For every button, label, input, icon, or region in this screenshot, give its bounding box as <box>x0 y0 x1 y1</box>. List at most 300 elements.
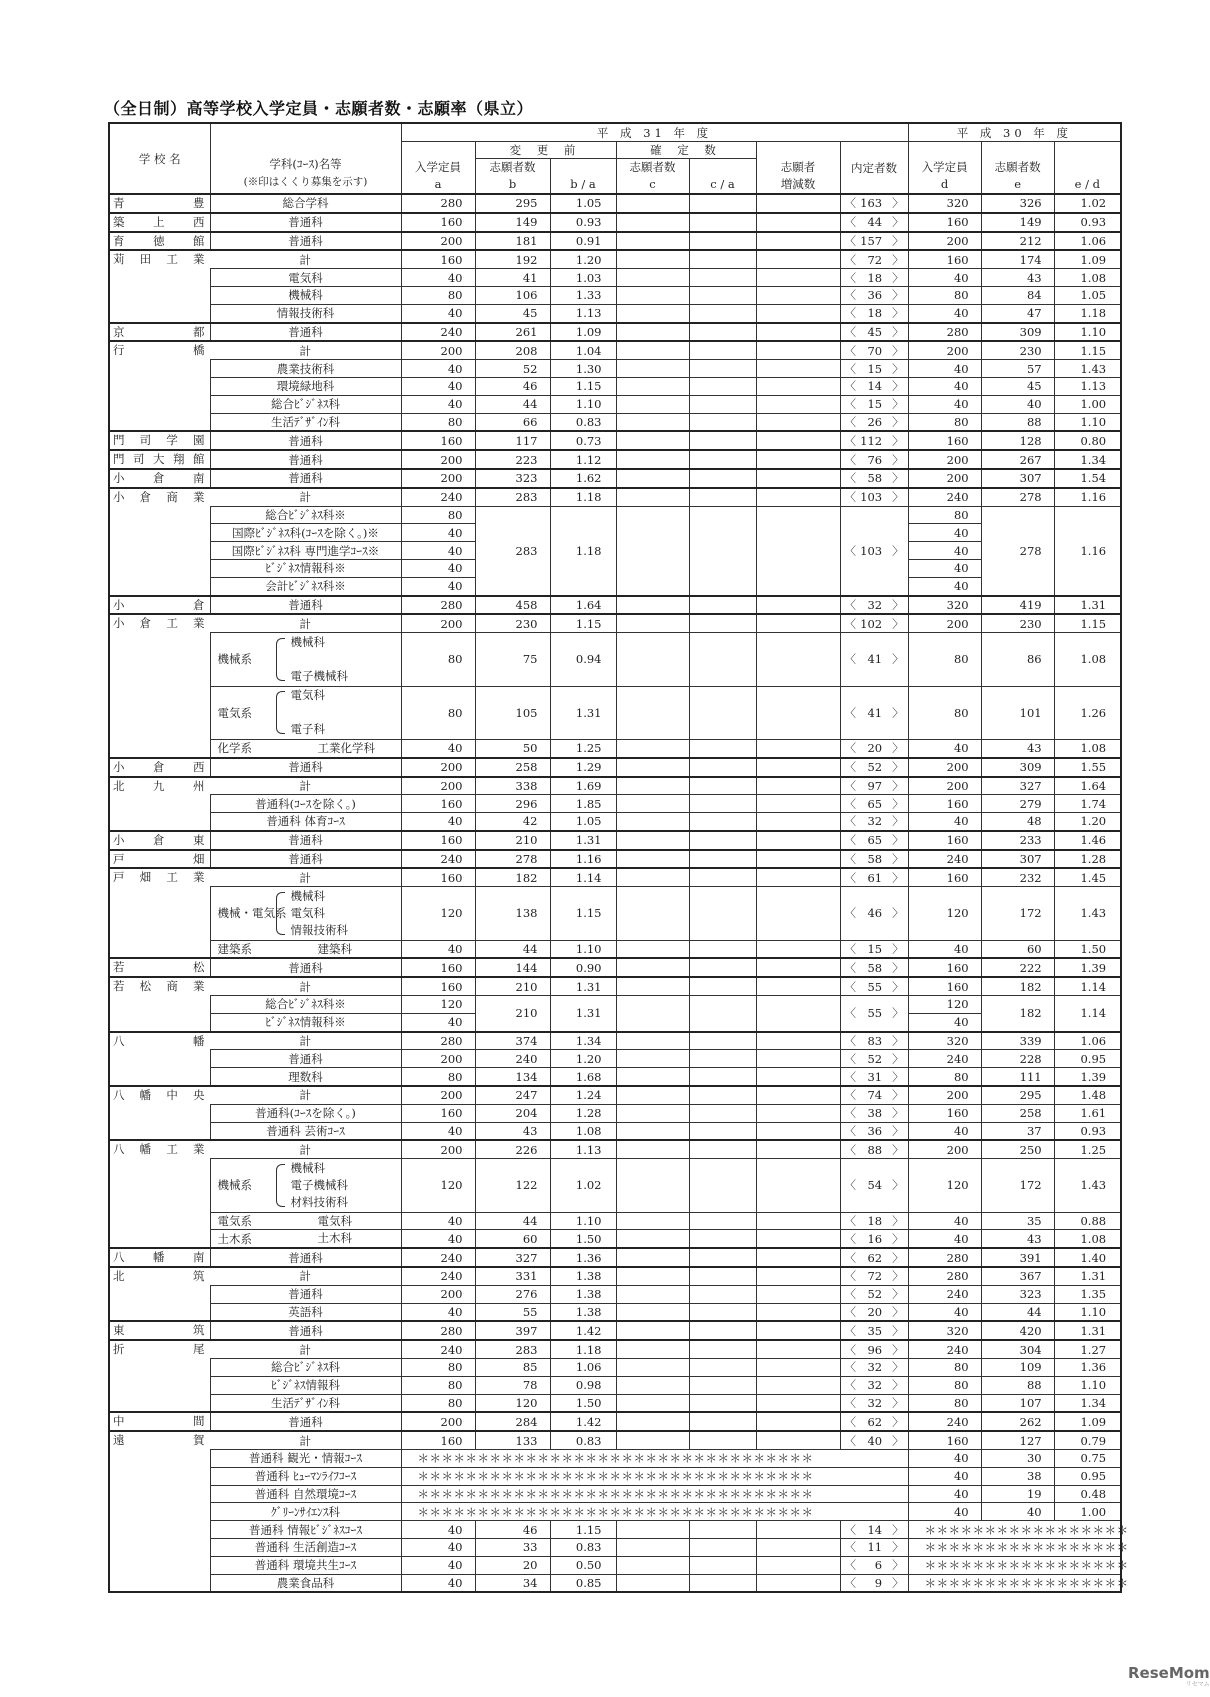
header-h31: 平 成 31 年 度 <box>401 123 908 142</box>
ratio-ba: 1.64 <box>550 596 616 615</box>
dept-subitem: 機械科 <box>290 888 325 903</box>
capacity-a: 80 <box>401 1394 475 1412</box>
naitei-cell <box>840 596 908 615</box>
applicant-diff <box>756 868 840 886</box>
naitei-cell <box>840 1104 908 1122</box>
applicants-e: 109 <box>981 1359 1054 1377</box>
dept-name: 電気科 <box>210 269 401 287</box>
capacity-a: 40 <box>401 1538 475 1556</box>
not-applicable-stars: ＊＊＊＊＊＊＊＊＊＊＊＊＊＊＊＊＊＊＊＊＊＊＊＊＊＊＊＊＊＊＊＊＊ <box>401 1449 908 1467</box>
school-row <box>109 469 1121 488</box>
ratio-ca <box>689 1230 756 1248</box>
header-capacity-a: 入学定員 a <box>401 142 475 195</box>
ratio-ca <box>689 1521 756 1539</box>
school-name: 八幡中央 <box>109 1086 210 1140</box>
capacity-a: 200 <box>401 232 475 251</box>
bracket-open: 〈 <box>844 490 856 505</box>
applicants-b: 52 <box>475 360 550 378</box>
applicants-c <box>616 1321 689 1340</box>
naitei-value: 103 <box>860 543 883 558</box>
naitei-cell <box>840 1248 908 1267</box>
bracket-open: 〈 <box>844 1360 856 1375</box>
applicants-c <box>616 1412 689 1431</box>
applicant-diff <box>756 996 840 1032</box>
applicant-diff <box>756 686 840 739</box>
capacity-d: 280 <box>908 1248 981 1267</box>
table-row <box>109 506 1121 524</box>
ratio-ed: 1.09 <box>1054 1412 1121 1431</box>
applicants-c <box>616 469 689 488</box>
ratio-ed: 1.00 <box>1054 395 1121 413</box>
applicants-c <box>616 1359 689 1377</box>
naitei-value: 97 <box>867 778 883 793</box>
capacity-d: 200 <box>908 1086 981 1104</box>
ratio-ed: 1.18 <box>1054 304 1121 322</box>
applicant-diff <box>756 940 840 958</box>
applicant-diff <box>756 633 840 686</box>
dept-name: 国際ﾋﾞｼﾞﾈｽ科(ｺｰｽを除く。)※ <box>210 524 401 542</box>
naitei-cell <box>840 686 908 739</box>
ratio-ed: 1.16 <box>1054 488 1121 506</box>
dept-name: 国際ﾋﾞｼﾞﾈｽ科 専門進学ｺｰｽ※ <box>210 542 401 560</box>
bracket-close: 〉 <box>892 1378 904 1393</box>
bracket-open: 〈 <box>844 870 856 885</box>
ratio-ba: 1.18 <box>550 1340 616 1358</box>
school-row <box>109 1321 1121 1340</box>
ratio-ed: 0.75 <box>1054 1449 1121 1467</box>
school-row <box>109 213 1121 232</box>
ratio-ed: 0.93 <box>1054 1122 1121 1140</box>
table-row <box>109 1574 1121 1592</box>
applicants-c <box>616 1285 689 1303</box>
capacity-d: 120 <box>908 887 981 940</box>
school-name: 八幡工業 <box>109 1140 210 1248</box>
applicants-e: 279 <box>981 795 1054 813</box>
dept-name: 英語科 <box>210 1303 401 1321</box>
ratio-ed: 1.13 <box>1054 377 1121 395</box>
ratio-ed: 1.61 <box>1054 1104 1121 1122</box>
applicant-diff <box>756 395 840 413</box>
ratio-ed: 1.31 <box>1054 1321 1121 1340</box>
table-row <box>109 1122 1121 1140</box>
school-row <box>109 1412 1121 1431</box>
table-body <box>109 194 1129 1592</box>
dept-name: 普通科 生活創造ｺｰｽ <box>210 1538 401 1556</box>
bracket-open: 〈 <box>844 343 856 358</box>
capacity-d: 200 <box>908 758 981 777</box>
ratio-ba: 0.90 <box>550 958 616 977</box>
naitei-value: 65 <box>867 833 883 848</box>
applicant-diff <box>756 958 840 977</box>
header-diff: 志願者 増減数 <box>756 142 840 195</box>
capacity-d: 200 <box>908 469 981 488</box>
naitei-value: 45 <box>867 324 883 339</box>
ratio-ca <box>689 850 756 869</box>
applicant-diff <box>756 1230 840 1248</box>
applicants-c <box>616 1303 689 1321</box>
ratio-ca <box>689 1359 756 1377</box>
applicants-c <box>616 269 689 287</box>
applicants-c <box>616 813 689 831</box>
dept-name: 生活ﾃﾞｻﾞｲﾝ科 <box>210 413 401 431</box>
applicants-b: 66 <box>475 413 550 431</box>
capacity-a: 240 <box>401 323 475 342</box>
ratio-ca <box>689 1556 756 1574</box>
dept-name: 普通科 <box>210 1248 401 1267</box>
applicants-e: 182 <box>981 977 1054 995</box>
ratio-ca <box>689 1050 756 1068</box>
bracket-open: 〈 <box>844 1269 856 1284</box>
naitei-cell <box>840 958 908 977</box>
bracket-close: 〉 <box>892 1323 904 1338</box>
ratio-ba: 1.36 <box>550 1248 616 1267</box>
capacity-d: 320 <box>908 1321 981 1340</box>
applicants-e: 326 <box>981 194 1054 213</box>
dept-total: 計 <box>210 868 401 886</box>
ratio-ed: 0.88 <box>1054 1212 1121 1230</box>
naitei-cell <box>840 377 908 395</box>
applicant-diff <box>756 831 840 850</box>
ratio-ed: 1.43 <box>1054 1159 1121 1212</box>
ratio-ed: 1.31 <box>1054 596 1121 615</box>
applicant-diff <box>756 469 840 488</box>
school-row <box>109 431 1121 450</box>
school-row <box>109 194 1121 213</box>
school-name: 築上西 <box>109 213 210 232</box>
applicants-c <box>616 360 689 378</box>
ratio-ed: 1.14 <box>1054 977 1121 995</box>
applicants-c <box>616 1521 689 1539</box>
applicants-e: 86 <box>981 633 1054 686</box>
table-row <box>109 1212 1121 1230</box>
applicants-c <box>616 686 689 739</box>
naitei-value: 15 <box>867 942 883 957</box>
capacity-a: 160 <box>401 795 475 813</box>
school-name: 北九州 <box>109 777 210 831</box>
bracket-open: 〈 <box>844 960 856 975</box>
capacity-d: 40 <box>908 304 981 322</box>
capacity-d: 80 <box>908 1376 981 1394</box>
ratio-ca <box>689 1032 756 1050</box>
applicants-c <box>616 614 689 632</box>
ratio-ca <box>689 1159 756 1212</box>
bracket-close: 〉 <box>892 1250 904 1265</box>
applicant-diff <box>756 795 840 813</box>
table-row <box>109 1556 1121 1574</box>
resemom-logo: ReseMom リセマム <box>1128 1664 1210 1688</box>
bracket-open: 〈 <box>844 741 856 756</box>
naitei-value: 72 <box>867 1269 883 1284</box>
applicants-b: 208 <box>475 341 550 359</box>
applicants-c <box>616 304 689 322</box>
bracket-close: 〉 <box>892 343 904 358</box>
dept-name: 普通科 情報ﾋﾞｼﾞﾈｽｺｰｽ <box>210 1521 401 1539</box>
naitei-cell <box>840 1032 908 1050</box>
naitei-cell <box>840 1412 908 1431</box>
header-dept: 学科(ｺｰｽ)名等 (※印はくくり募集を示す) <box>210 123 401 194</box>
applicants-c <box>616 506 689 595</box>
ratio-ed: 0.95 <box>1054 1050 1121 1068</box>
capacity-a: 200 <box>401 1285 475 1303</box>
dept-name: 普通科 体育ｺｰｽ <box>210 813 401 831</box>
bracket-close: 〉 <box>892 942 904 957</box>
applicants-e: 323 <box>981 1285 1054 1303</box>
dept-subitem: 工業化学科 <box>317 740 375 755</box>
applicants-b: 223 <box>475 450 550 469</box>
ratio-ca <box>689 1321 756 1340</box>
dept-name: 理数科 <box>210 1068 401 1086</box>
applicants-c <box>616 795 689 813</box>
bracket-close: 〉 <box>892 1558 904 1573</box>
applicant-diff <box>756 431 840 450</box>
dept-name: 普通科 ﾋｭｰﾏﾝﾗｲﾌｺｰｽ <box>210 1467 401 1485</box>
bracket-close: 〉 <box>892 616 904 631</box>
ratio-ca <box>689 686 756 739</box>
applicant-diff <box>756 739 840 757</box>
capacity-a: 160 <box>401 868 475 886</box>
applicants-b: 278 <box>475 850 550 869</box>
capacity-d: 160 <box>908 1431 981 1449</box>
bracket-open: 〈 <box>844 1287 856 1302</box>
applicants-e: 339 <box>981 1032 1054 1050</box>
naitei-cell <box>840 488 908 506</box>
capacity-d: 160 <box>908 213 981 232</box>
naitei-cell <box>840 341 908 359</box>
dept-subitem: 材料技術科 <box>290 1194 348 1209</box>
ratio-ca <box>689 813 756 831</box>
capacity-d: 40 <box>908 360 981 378</box>
applicants-b: 144 <box>475 958 550 977</box>
applicants-e: 419 <box>981 596 1054 615</box>
applicants-c <box>616 1574 689 1592</box>
applicant-diff <box>756 1086 840 1104</box>
dept-total: 計 <box>210 1340 401 1358</box>
dept-name: 総合学科 <box>210 194 401 213</box>
naitei-value: 6 <box>874 1558 883 1573</box>
capacity-a: 200 <box>401 1412 475 1431</box>
dept-name: ﾋﾞｼﾞﾈｽ情報科※ <box>210 1013 401 1031</box>
naitei-cell <box>840 506 908 595</box>
applicant-diff <box>756 1104 840 1122</box>
capacity-a: 40 <box>401 304 475 322</box>
ratio-ba: 1.20 <box>550 1050 616 1068</box>
ratio-ba: 1.10 <box>550 940 616 958</box>
capacity-d: 200 <box>908 1140 981 1158</box>
ratio-ed: 1.39 <box>1054 1068 1121 1086</box>
header-applicants-b: 志願者数 b <box>475 159 550 195</box>
ratio-ca <box>689 450 756 469</box>
capacity-d: 40 <box>908 1013 981 1031</box>
applicants-c <box>616 1122 689 1140</box>
applicants-e: 391 <box>981 1248 1054 1267</box>
not-applicable-stars: ＊＊＊＊＊＊＊＊＊＊＊＊＊＊＊＊＊ <box>908 1521 1121 1539</box>
naitei-cell <box>840 758 908 777</box>
applicant-diff <box>756 1248 840 1267</box>
naitei-value: 55 <box>867 979 883 994</box>
ratio-ca <box>689 868 756 886</box>
capacity-a: 40 <box>401 1303 475 1321</box>
bracket-close: 〉 <box>892 1305 904 1319</box>
applicants-c <box>616 739 689 757</box>
ratio-ca <box>689 739 756 757</box>
ratio-ca <box>689 250 756 268</box>
bracket-open: 〈 <box>844 1414 856 1429</box>
bracket-open: 〈 <box>844 1069 856 1084</box>
applicants-c <box>616 1394 689 1412</box>
bracket-open: 〈 <box>844 306 856 321</box>
not-applicable-stars: ＊＊＊＊＊＊＊＊＊＊＊＊＊＊＊＊＊ <box>908 1556 1121 1574</box>
ratio-ed: 1.10 <box>1054 1303 1121 1321</box>
capacity-a: 40 <box>401 1212 475 1230</box>
applicants-c <box>616 1050 689 1068</box>
applicants-e: 307 <box>981 469 1054 488</box>
school-row <box>109 250 1121 268</box>
header-naitei: 内定者数 <box>840 142 908 195</box>
applicants-e: 232 <box>981 868 1054 886</box>
dept-name: 普通科 自然環境ｺｰｽ <box>210 1485 401 1503</box>
ratio-ca <box>689 777 756 795</box>
capacity-d: 40 <box>908 542 981 560</box>
ratio-ed: 1.06 <box>1054 1032 1121 1050</box>
capacity-a: 240 <box>401 488 475 506</box>
bracket-close: 〉 <box>892 270 904 285</box>
school-row <box>109 850 1121 869</box>
ratio-ca <box>689 1104 756 1122</box>
applicants-c <box>616 1376 689 1394</box>
applicants-c <box>616 831 689 850</box>
applicants-e: 43 <box>981 739 1054 757</box>
naitei-value: 52 <box>867 1051 883 1066</box>
naitei-cell <box>840 1267 908 1285</box>
dept-name: 普通科 環境共生ｺｰｽ <box>210 1556 401 1574</box>
applicant-diff <box>756 1359 840 1377</box>
ratio-ed: 1.08 <box>1054 1230 1121 1248</box>
applicants-b: 247 <box>475 1086 550 1104</box>
capacity-a: 40 <box>401 269 475 287</box>
table-row <box>109 1503 1121 1521</box>
applicants-e: 172 <box>981 887 1054 940</box>
naitei-cell <box>840 977 908 995</box>
applicant-diff <box>756 977 840 995</box>
applicant-diff <box>756 269 840 287</box>
bracket-open: 〈 <box>844 379 856 394</box>
capacity-a: 40 <box>401 524 475 542</box>
capacity-a: 40 <box>401 360 475 378</box>
naitei-value: 32 <box>867 1378 883 1393</box>
naitei-cell <box>840 1159 908 1212</box>
applicant-diff <box>756 377 840 395</box>
applicants-b: 338 <box>475 777 550 795</box>
table-row <box>109 1050 1121 1068</box>
applicants-e: 230 <box>981 341 1054 359</box>
applicants-e: 222 <box>981 958 1054 977</box>
applicants-e: 262 <box>981 1412 1054 1431</box>
table-row <box>109 413 1121 431</box>
naitei-value: 76 <box>867 452 883 467</box>
capacity-a: 280 <box>401 1032 475 1050</box>
ratio-ed: 1.43 <box>1054 887 1121 940</box>
naitei-cell <box>840 614 908 632</box>
applicant-diff <box>756 758 840 777</box>
naitei-cell <box>840 194 908 213</box>
capacity-d: 200 <box>908 614 981 632</box>
naitei-value: 32 <box>867 1395 883 1410</box>
ratio-ba: 0.85 <box>550 1574 616 1592</box>
bracket-open: 〈 <box>844 1250 856 1265</box>
ratio-ca <box>689 977 756 995</box>
dept-total: 計 <box>210 977 401 995</box>
naitei-cell <box>840 1574 908 1592</box>
ratio-ba: 1.06 <box>550 1359 616 1377</box>
naitei-cell <box>840 633 908 686</box>
applicants-e: 309 <box>981 758 1054 777</box>
ratio-ed: 1.08 <box>1054 739 1121 757</box>
applicant-diff <box>756 1431 840 1449</box>
naitei-value: 52 <box>867 760 883 775</box>
bracket-close: 〉 <box>892 833 904 848</box>
applicant-diff <box>756 360 840 378</box>
applicants-b: 46 <box>475 377 550 395</box>
ratio-ba: 1.69 <box>550 777 616 795</box>
dept-name: 総合ﾋﾞｼﾞﾈｽ科 <box>210 395 401 413</box>
ratio-ba: 1.31 <box>550 977 616 995</box>
dept-name: 普通科 <box>210 213 401 232</box>
applicant-diff <box>756 1321 840 1340</box>
school-name: 戸畑工業 <box>109 868 210 958</box>
bracket-open: 〈 <box>844 1522 856 1537</box>
applicants-b: 33 <box>475 1538 550 1556</box>
ratio-ca <box>689 633 756 686</box>
ratio-ca <box>689 506 756 595</box>
ratio-ed: 1.08 <box>1054 633 1121 686</box>
table-row <box>109 304 1121 322</box>
capacity-a: 200 <box>401 1140 475 1158</box>
applicants-c <box>616 286 689 304</box>
applicants-c <box>616 1032 689 1050</box>
bracket-close: 〉 <box>892 1124 904 1139</box>
ratio-ba: 0.83 <box>550 1431 616 1449</box>
table-row <box>109 377 1121 395</box>
applicants-b: 46 <box>475 1521 550 1539</box>
ratio-ba: 1.05 <box>550 813 616 831</box>
ratio-ed: 1.45 <box>1054 868 1121 886</box>
ratio-ed: 1.05 <box>1054 286 1121 304</box>
ratio-ca <box>689 488 756 506</box>
naitei-value: 58 <box>867 960 883 975</box>
ratio-ba: 1.28 <box>550 1104 616 1122</box>
applicants-c <box>616 996 689 1032</box>
capacity-d: 40 <box>908 813 981 831</box>
applicants-b: 122 <box>475 1159 550 1212</box>
capacity-d: 40 <box>908 1230 981 1248</box>
capacity-d: 120 <box>908 996 981 1014</box>
bracket-open: 〈 <box>844 597 856 612</box>
bracket-close: 〉 <box>892 490 904 505</box>
dept-name: 生活ﾃﾞｻﾞｲﾝ科 <box>210 1394 401 1412</box>
dept-group-label: 電気系 <box>217 705 252 720</box>
applicant-diff <box>756 450 840 469</box>
applicants-c <box>616 1068 689 1086</box>
naitei-value: 40 <box>867 1433 883 1448</box>
ratio-ca <box>689 795 756 813</box>
naitei-cell <box>840 1068 908 1086</box>
ratio-ca <box>689 1212 756 1230</box>
bracket-close: 〉 <box>892 741 904 756</box>
capacity-d: 80 <box>908 506 981 524</box>
ratio-ed: 1.46 <box>1054 831 1121 850</box>
naitei-value: 83 <box>867 1034 883 1049</box>
naitei-value: 31 <box>867 1069 883 1084</box>
